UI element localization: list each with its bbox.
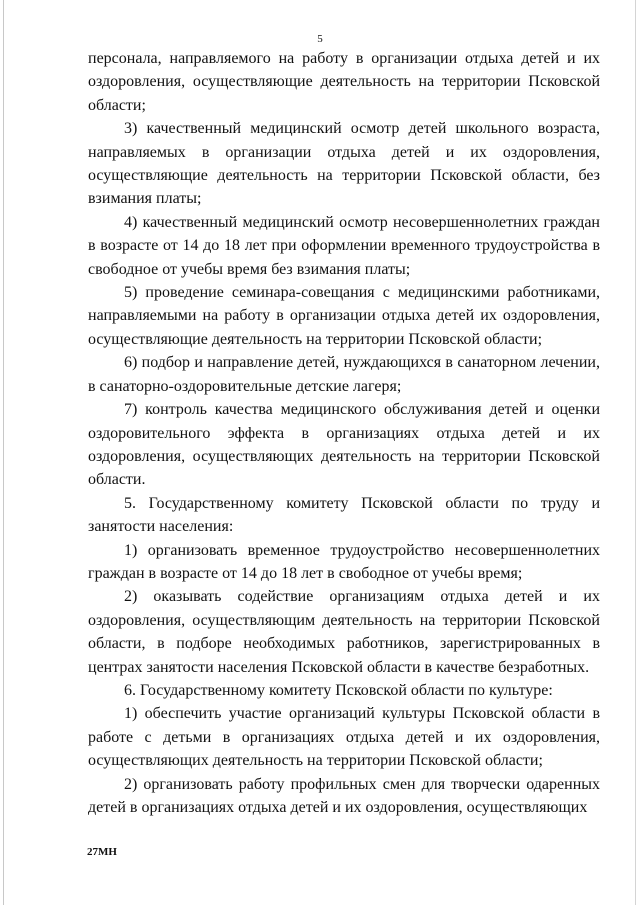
body-text: [88, 47, 600, 819]
scan-edge-right: [635, 0, 636, 905]
paragraph: 4) качественный медицинский осмотр несовершеннолетних граждан в возрасте от 14 до 18 лет при оформлении временного трудоустройства в свободное от учебы время без взимания платы;: [88, 213, 600, 278]
paragraph: 6. Государственному комитету Псковской области по культуре:: [124, 681, 553, 699]
paragraph: 5. Государственному комитету Псковской области по труду и занятости населения:: [88, 494, 600, 536]
paragraph: 3) качественный медицинский осмотр детей школьного возраста, направляемых в организации отдыха детей и их оздоровления, осуществляющие деятельность на территории Псковской области, без взимания платы;: [88, 120, 600, 208]
paragraph: 7) контроль качества медицинского обслуживания детей и оценки оздоровительного эффекта в организациях отдыха детей и их оздоровления, осуществляющих деятельность на территории Псковской области.: [88, 401, 600, 489]
paragraph: 2) оказывать содействие организациям отдыха детей и их оздоровления, осуществляющим деятельность на территории Псковской области, в подборе необходимых работников, зарегистрированных в центрах занятости населения Псковской области в качестве безработных.: [88, 588, 600, 676]
document-code: 27МН: [87, 846, 117, 858]
paragraph: персонала, направляемого на работу в организации отдыха детей и их оздоровления, осуществляющие деятельность на территории Псковской области;: [88, 50, 600, 114]
paragraph: 5) проведение семинара-совещания с медицинскими работниками, направляемыми на работу в организации отдыха детей их оздоровления, осуществляющие деятельность на территории Псковской области;: [88, 284, 600, 348]
paragraph: 1) организовать временное трудоустройство несовершеннолетних граждан в возрасте от 14 до 18 лет в свободное от учебы время;: [88, 541, 600, 582]
paragraph: 1) обеспечить участие организаций культуры Псковской области в работе с детьми в организациях отдыха детей и их оздоровления, осуществляющих деятельность на территории Псковской области;: [88, 705, 600, 770]
paragraph: 6) подбор и направление детей, нуждающихся в санаторном лечении, в санаторно-оздоровительные детские лагеря;: [88, 354, 600, 395]
paragraph: 2) организовать работу профильных смен для творчески одаренных детей в организациях отдыха детей и их оздоровления, осуществляющих: [88, 775, 600, 816]
scan-edge-left: [3, 0, 4, 905]
page-number: 5: [317, 33, 323, 45]
